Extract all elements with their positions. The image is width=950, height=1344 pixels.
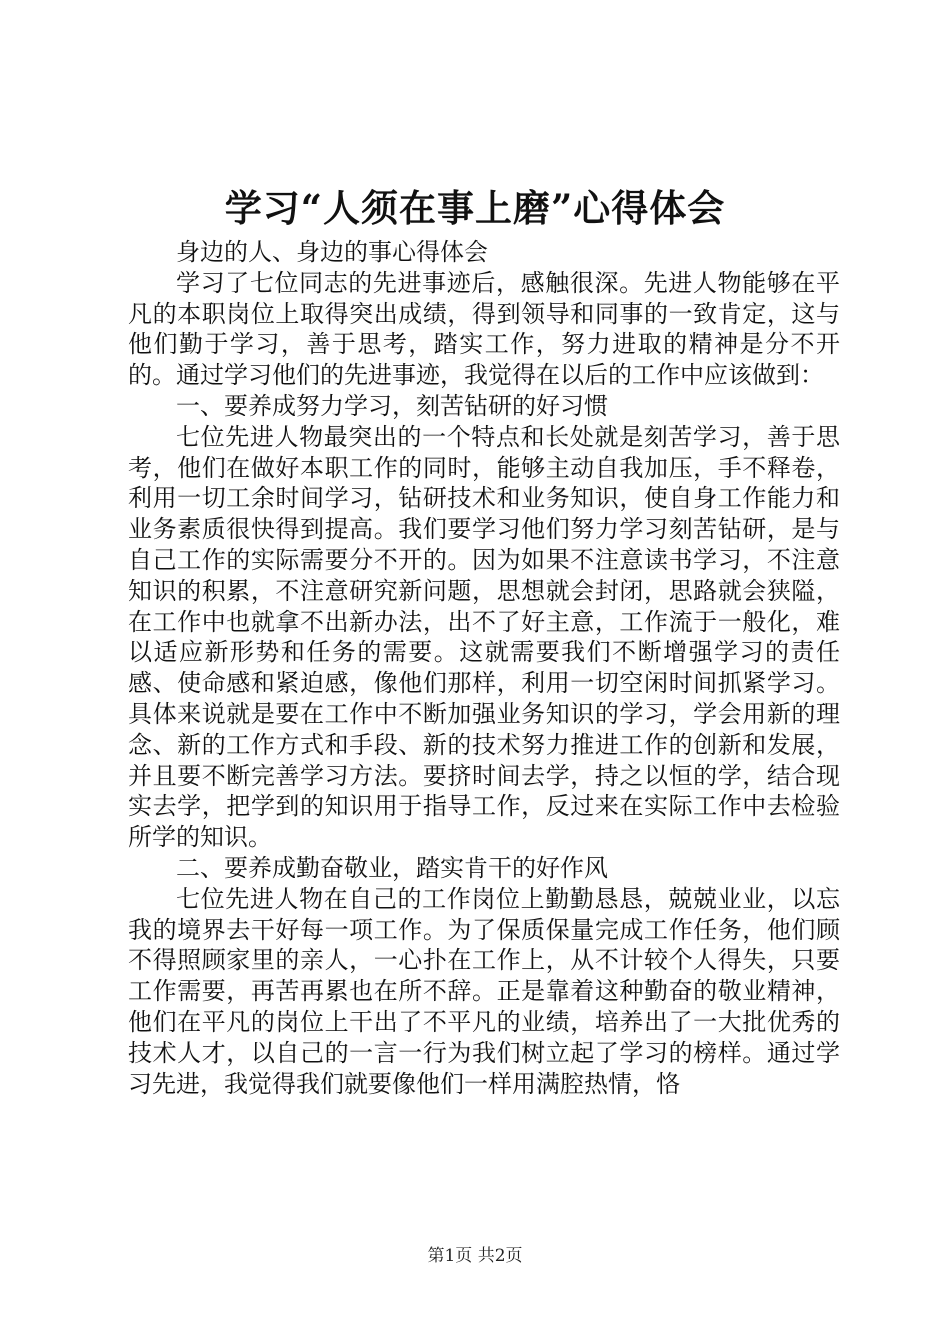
paragraph-section-2: 七位先进人物在自己的工作岗位上勤勤恳恳，兢兢业业，以忘我的境界去干好每一项工作。为了保质保量完成工作任务，他们顾不得照顾家里的亲人，一心扑在工作上，从不计较个人得失，只要工作需要，再苦再累也在所不辞。正是靠着这种勤奋的敬业精神，他们在平凡的岗位上干出了不平凡的业绩，培养出了一大批优秀的技术人才，以自己的一言一行为我们树立起了学习的榜样。通过学习先进，我觉得我们就要像他们一样用满腔热情，恪 [128,884,840,1098]
paragraph-intro: 学习了七位同志的先进事迹后，感触很深。先进人物能够在平凡的本职岗位上取得突出成绩，得到领导和同事的一致肯定，这与他们勤于学习，善于思考，踏实工作，努力进取的精神是分不开的。通过学习他们的先进事迹，我觉得在以后的工作中应该做到： [128,268,840,390]
paragraph-subtitle: 身边的人、身边的事心得体会 [176,238,488,266]
page-footer: 第1页 共2页 [427,1246,523,1266]
document-title: 学习“人须在事上磨”心得体会 [224,186,726,230]
paragraph-section-1: 七位先进人物最突出的一个特点和长处就是刻苦学习，善于思考，他们在做好本职工作的同时，能够主动自我加压，手不释卷，利用一切工余时间学习，钻研技术和业务知识，使自身工作能力和业务素质很快得到提高。我们要学习他们努力学习刻苦钻研，是与自己工作的实际需要分不开的。因为如果不注意读书学习，不注意知识的积累，不注意研究新问题，思想就会封闭，思路就会狭隘，在工作中也就拿不出新办法，出不了好主意，工作流于一般化，难以适应新形势和任务的需要。这就需要我们不断增强学习的责任感、使命感和紧迫感，像他们那样，利用一切空闲时间抓紧学习。具体来说就是要在工作中不断加强业务知识的学习，学会用新的理念、新的工作方式和手段、新的技术努力推进工作的创新和发展，并且要不断完善学习方法。要挤时间去学，持之以恒的学，结合现实去学，把学到的知识用于指导工作，反过来在实际工作中去检验所学的知识。 [128,422,840,852]
document-body [128,237,840,1099]
section-heading-2: 二、要养成勤奋敬业，踏实肯干的好作风 [176,853,608,882]
section-heading-1: 一、要养成努力学习，刻苦钻研的好习惯 [176,391,608,420]
